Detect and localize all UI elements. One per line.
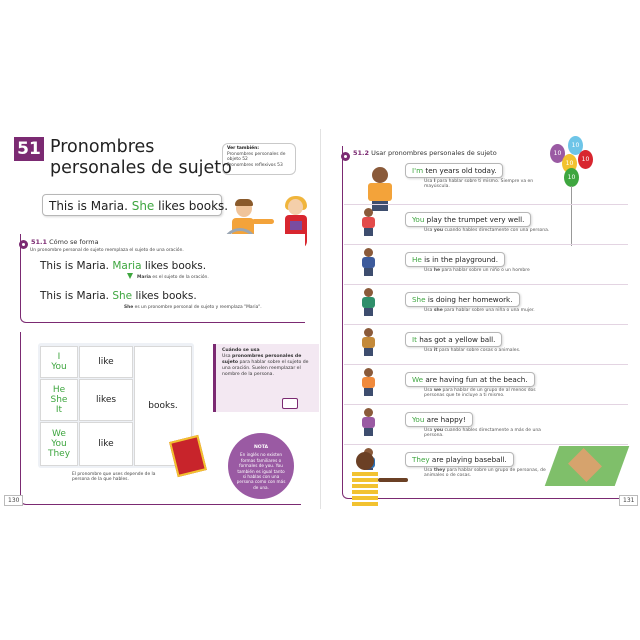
usage-text-pre: Usa — [222, 354, 233, 359]
example-text: are happy! — [424, 415, 466, 424]
verb-like-2: like — [98, 439, 114, 449]
example-highlight: I'm — [412, 166, 424, 175]
unit-number: 51 — [17, 139, 41, 159]
example-note-1 — [424, 179, 554, 190]
example-bubble-2 — [405, 212, 531, 227]
sentence1-note-word: Maria — [137, 275, 151, 280]
example-bubble-1 — [405, 163, 503, 178]
note-title: NOTA — [253, 445, 269, 450]
section-51-1-heading — [31, 238, 99, 246]
verb-piece-like-1 — [79, 346, 133, 378]
usage-sidebar — [213, 344, 319, 412]
example-note-pre: Usa — [424, 468, 434, 473]
sentence2-note-word: She — [124, 305, 134, 310]
example-bubble-6 — [405, 372, 535, 387]
example-divider — [344, 324, 628, 325]
sentence1-part1: This is Maria. — [40, 260, 113, 272]
verb-likes: likes — [95, 395, 117, 405]
verb-piece-like-2 — [79, 422, 133, 466]
pronoun-i: I — [57, 352, 61, 362]
sentence2-highlight: She — [112, 290, 133, 302]
example-note-7 — [424, 428, 554, 439]
notebook-icon — [282, 398, 298, 409]
example-figure-2 — [360, 208, 396, 238]
example-note-pre: Usa — [424, 348, 434, 353]
section-51-1-description: Un pronombre personal de sujeto reemplaza el sujeto de una oración. — [30, 248, 184, 253]
section-51-2-number: 51.2 — [353, 149, 370, 157]
example-note-bold: he — [433, 268, 441, 273]
example-note-2 — [424, 228, 554, 233]
example-bubble-7 — [405, 412, 473, 427]
pronoun-they: They — [47, 449, 71, 459]
left-page-number-text: 130 — [8, 497, 20, 504]
sentence1-part2: likes books. — [141, 260, 207, 272]
pronoun-she: She — [50, 395, 68, 405]
down-arrow-icon — [127, 273, 133, 279]
example-highlight: It — [412, 335, 417, 344]
see-also-line3: Pronombres reflexivos 53 — [227, 162, 283, 168]
example-note-bold: they — [433, 468, 446, 473]
example-note-pre: Usa — [424, 388, 434, 393]
right-page-number-text: 131 — [623, 497, 635, 504]
example-note-post: cuando hables directamente a más de una persona. — [424, 428, 541, 439]
example-note-pre: Usa — [424, 428, 434, 433]
example-highlight: You — [412, 415, 425, 424]
example-text: has got a yellow ball. — [416, 335, 496, 344]
balloon-number-2: 10 — [571, 142, 580, 149]
sentence2-part1: This is Maria. — [40, 290, 113, 302]
example-divider — [344, 284, 628, 285]
balloons-illustration — [548, 136, 598, 248]
example-sentence-maria — [40, 260, 206, 272]
example-note-bold: she — [433, 308, 443, 313]
intro-speech-bubble — [42, 194, 229, 216]
pronoun-piece-he-she-it — [40, 379, 78, 421]
example-figure-3 — [360, 248, 396, 278]
example-text: are having fun at the beach. — [423, 375, 528, 384]
object-books: books. — [148, 401, 178, 411]
sentence1-note — [137, 275, 209, 280]
pronoun-you-singular: You — [51, 362, 67, 372]
example-divider — [344, 204, 628, 205]
sentence2-note-rest: es un pronombre personal de sujeto y reemplaza "Maria". — [133, 305, 262, 310]
example-divider — [344, 404, 628, 405]
unit-title — [50, 137, 232, 179]
example-divider — [344, 244, 628, 245]
example-text: are playing baseball. — [429, 455, 507, 464]
see-also-box — [222, 143, 296, 175]
pronoun-piece-i — [40, 346, 78, 378]
example-note-pre: Usa — [424, 308, 434, 313]
sentence1-highlight: Maria — [112, 260, 142, 272]
note-circle — [228, 433, 294, 499]
example-figure-6 — [360, 368, 396, 398]
left-page-number — [4, 495, 23, 506]
usage-text-post: para hablar sobre el sujeto de una oración. Suelen reemplazar el nombre de la persona. — [222, 360, 309, 377]
sentence1-note-rest: es el sujeto de la oración. — [150, 275, 209, 280]
example-bubble-8 — [405, 452, 514, 467]
example-note-post: para hablar sobre un niño o un hombre — [440, 268, 530, 273]
example-divider — [344, 364, 628, 365]
gear-icon — [19, 240, 28, 249]
example-figure-5 — [360, 328, 396, 358]
section-51-1-number: 51.1 — [31, 238, 48, 246]
unit-title-line2: personales de sujeto — [50, 158, 232, 178]
example-note-bold: we — [433, 388, 442, 393]
example-note-post: para hablar sobre cosas o animales. — [437, 348, 521, 353]
see-also-line1: Pronombres personales de — [227, 151, 286, 157]
example-text: is in the playground. — [421, 255, 498, 264]
intro-text-part2: likes books. — [154, 199, 229, 213]
example-text: play the trumpet very well. — [424, 215, 525, 224]
example-note-pre: Usa — [424, 228, 434, 233]
unit-number-badge — [14, 137, 44, 161]
example-sentence-she — [40, 290, 197, 302]
balloon-number-1: 10 — [553, 150, 562, 157]
example-bubble-4 — [405, 292, 520, 307]
example-highlight: You — [412, 215, 425, 224]
example-note-3 — [424, 268, 554, 273]
example-note-8 — [424, 468, 554, 479]
section-51-2-title: Usar pronombres personales de sujeto — [371, 149, 497, 157]
baseball-field-illustration — [540, 438, 636, 492]
example-text: ten years old today. — [423, 166, 497, 175]
example-highlight: We — [412, 375, 424, 384]
see-also-heading: Ver también: — [227, 146, 259, 151]
sentence2-part2: likes books. — [132, 290, 197, 302]
intro-highlight: She — [131, 199, 155, 213]
example-bubble-3 — [405, 252, 505, 267]
example-text: is doing her homework. — [425, 295, 513, 304]
intro-text-part1: This is Maria. — [49, 199, 132, 213]
example-note-4 — [424, 308, 554, 313]
verb-like-1: like — [98, 357, 114, 367]
example-note-post: cuando hables directamente con una persona. — [443, 228, 550, 233]
example-figure-4 — [360, 288, 396, 318]
verb-piece-likes — [79, 379, 133, 421]
sentence2-note — [124, 305, 262, 310]
balloon-number-4: 10 — [581, 156, 590, 163]
balloon-number-3: 10 — [565, 160, 574, 167]
pronoun-piece-we-you-they — [40, 422, 78, 466]
example-note-bold: you — [433, 428, 444, 433]
see-also-line2: objeto 52 — [227, 157, 248, 163]
example-note-post: para hablar de un grupo de al menos dos personas que te incluye a ti mismo. — [424, 388, 536, 399]
example-note-post: para hablar sobre ti mismo. Siempre va en mayúscula. — [424, 179, 534, 190]
right-page-number — [619, 495, 638, 506]
section-51-1-title: Cómo se forma — [49, 238, 99, 246]
example-note-bold: you — [433, 228, 444, 233]
pronoun-he: He — [52, 385, 66, 395]
pronoun-it: It — [55, 405, 63, 415]
example-highlight: They — [412, 455, 430, 464]
balloon-number-5: 10 — [567, 174, 576, 181]
puzzle-caption: El pronombre que uses depende de la persona de la que hables. — [72, 472, 156, 483]
example-note-pre: Usa — [424, 268, 434, 273]
example-bubble-5 — [405, 332, 502, 347]
usage-text-bold: pronombres personales de sujeto — [222, 354, 302, 365]
unit-title-line1: Pronombres — [50, 137, 155, 157]
example-note-pre: Usa — [424, 179, 434, 184]
example-note-post: para hablar sobre un grupo de personas, de animales o de cosas. — [424, 468, 546, 479]
example-highlight: She — [412, 295, 426, 304]
boy-pointing-illustration — [348, 452, 408, 506]
example-highlight: He — [412, 255, 422, 264]
pronoun-we: We — [52, 429, 66, 439]
example-figure-7 — [360, 408, 396, 438]
pronoun-you-plural: You — [51, 439, 67, 449]
example-note-6 — [424, 388, 554, 399]
example-note-bold: it — [433, 348, 438, 353]
note-text: En inglés no existen formas familiares o formales de you. You también es igual tanto si hablas con una persona como con más de una. — [236, 452, 286, 490]
balloon-green — [564, 168, 579, 187]
example-note-bold: I — [433, 179, 436, 184]
example-note-post: para hablar sobre una niña o una mujer. — [442, 308, 535, 313]
balloon-red — [578, 150, 593, 169]
page-fold — [320, 129, 321, 509]
section-51-2-heading — [353, 149, 497, 157]
usage-title: Cuándo se usa — [222, 348, 260, 353]
gear-icon-right — [341, 152, 350, 161]
example-note-5 — [424, 348, 554, 353]
